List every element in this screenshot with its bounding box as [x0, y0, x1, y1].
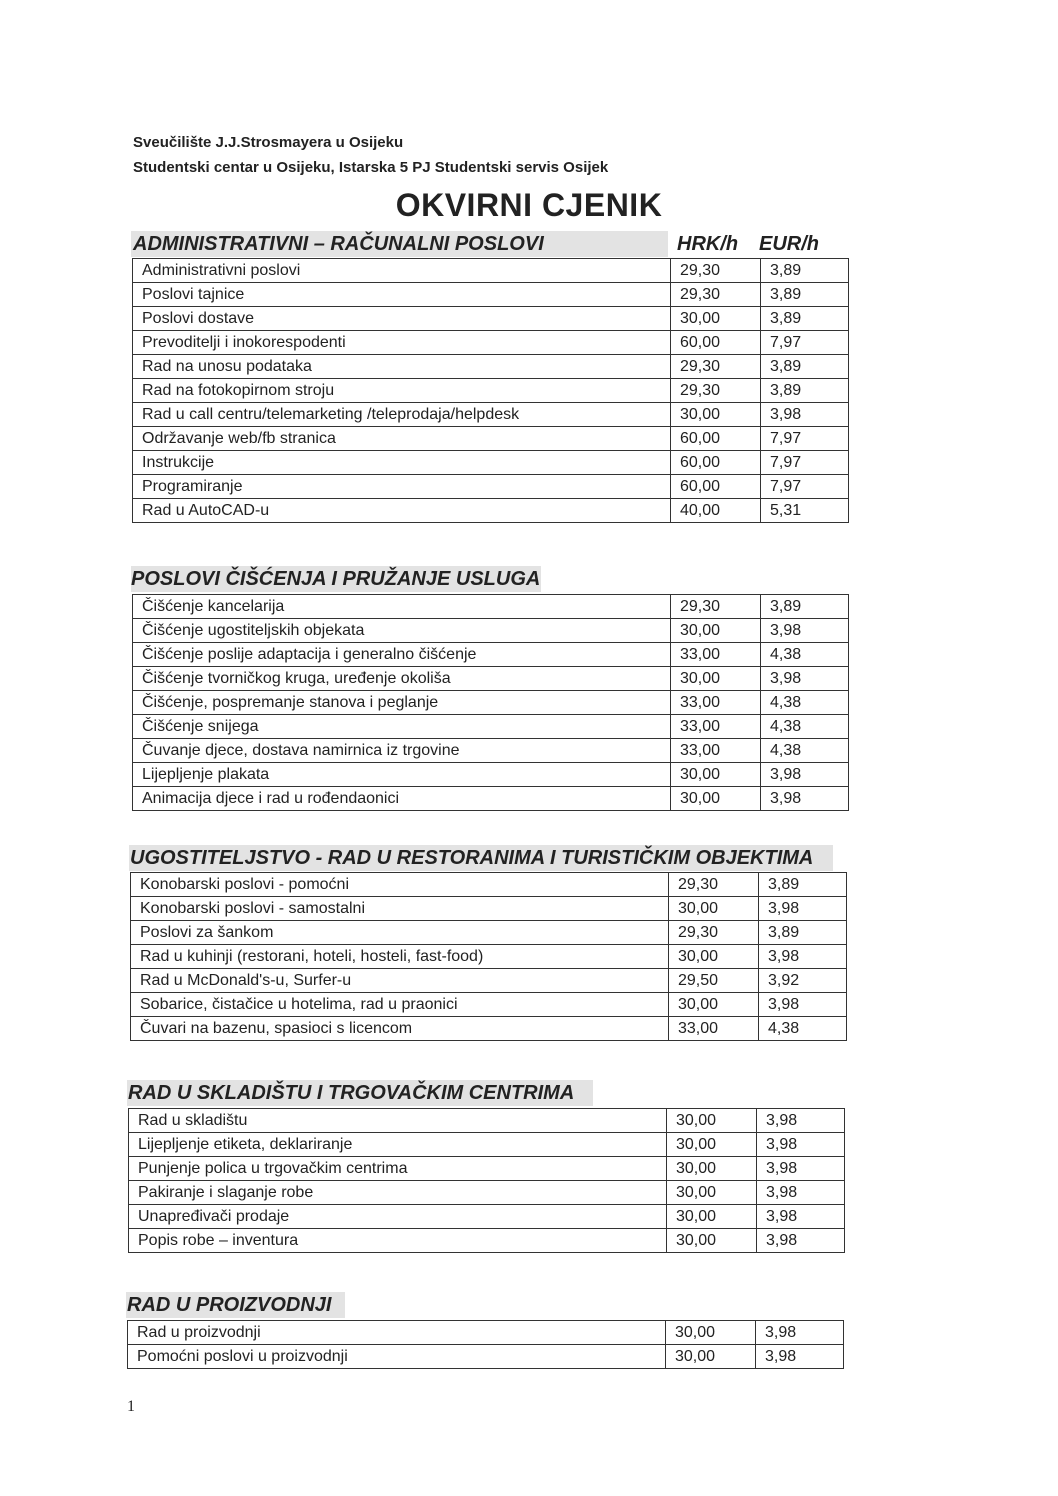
hrk-price-cell: 30,00: [667, 1133, 757, 1157]
eur-price-cell: 3,89: [761, 355, 849, 379]
document-title: OKVIRNI CJENIK: [395, 187, 663, 223]
hrk-price-cell: 30,00: [671, 787, 761, 811]
hrk-price-cell: 33,00: [671, 715, 761, 739]
price-table: [132, 258, 849, 523]
eur-price-cell: 3,98: [757, 1157, 845, 1181]
table-row: [131, 897, 847, 921]
hrk-price-cell: 30,00: [671, 619, 761, 643]
section-skladiste: [0, 1080, 1058, 1249]
eur-price-cell: 4,38: [761, 739, 849, 763]
section-proizvodnja: [0, 1292, 1058, 1365]
table-row: [133, 667, 849, 691]
hrk-column-header: HRK/h: [677, 233, 739, 255]
job-name-cell: Pomoćni poslovi u proizvodnji: [128, 1345, 666, 1369]
table-row: [133, 355, 849, 379]
table-row: [131, 873, 847, 897]
job-name-cell: Pakiranje i slaganje robe: [129, 1181, 667, 1205]
hrk-price-cell: 30,00: [667, 1229, 757, 1253]
eur-price-cell: 3,98: [757, 1109, 845, 1133]
table-row: [129, 1181, 845, 1205]
eur-price-cell: 3,98: [756, 1345, 844, 1369]
job-name-cell: Instrukcije: [133, 451, 671, 475]
table-row: [131, 993, 847, 1017]
job-name-cell: Konobarski poslovi - samostalni: [131, 897, 669, 921]
eur-price-cell: 3,89: [761, 259, 849, 283]
job-name-cell: Čišćenje tvorničkog kruga, uređenje okoliša: [133, 667, 671, 691]
hrk-price-cell: 33,00: [671, 739, 761, 763]
eur-price-cell: 3,89: [761, 379, 849, 403]
job-name-cell: Rad u kuhinji (restorani, hoteli, hosteli, fast-food): [131, 945, 669, 969]
job-name-cell: Poslovi dostave: [133, 307, 671, 331]
hrk-price-cell: 29,50: [669, 969, 759, 993]
eur-price-cell: 3,98: [761, 763, 849, 787]
table-row: [133, 595, 849, 619]
table-row: [129, 1109, 845, 1133]
table-row: [128, 1321, 844, 1345]
eur-price-cell: 3,98: [761, 619, 849, 643]
section-ugostiteljstvo: [0, 845, 1058, 1037]
eur-price-cell: 7,97: [761, 427, 849, 451]
eur-price-cell: 3,98: [759, 945, 847, 969]
eur-price-cell: 3,98: [759, 993, 847, 1017]
table-row: [133, 259, 849, 283]
table-row: [133, 451, 849, 475]
eur-column-header: EUR/h: [759, 233, 819, 255]
eur-price-cell: 3,98: [757, 1229, 845, 1253]
section-header: [0, 566, 1058, 592]
table-row: [129, 1205, 845, 1229]
job-name-cell: Rad u call centru/telemarketing /teleprodaja/helpdesk: [133, 403, 671, 427]
section-header: [0, 231, 1058, 257]
hrk-price-cell: 29,30: [671, 283, 761, 307]
eur-price-cell: 3,89: [761, 307, 849, 331]
hrk-price-cell: 30,00: [671, 667, 761, 691]
hrk-price-cell: 40,00: [671, 499, 761, 523]
job-name-cell: Rad u skladištu: [129, 1109, 667, 1133]
eur-price-cell: 3,98: [761, 667, 849, 691]
institution-line: Sveučilište J.J.Strosmayera u Osijeku: [133, 134, 404, 151]
eur-price-cell: 4,38: [759, 1017, 847, 1041]
hrk-price-cell: 60,00: [671, 451, 761, 475]
job-name-cell: Čišćenje snijega: [133, 715, 671, 739]
eur-price-cell: 7,97: [761, 475, 849, 499]
job-name-cell: Punjenje polica u trgovačkim centrima: [129, 1157, 667, 1181]
hrk-price-cell: 60,00: [671, 331, 761, 355]
table-row: [131, 969, 847, 993]
price-table: [128, 1108, 845, 1253]
hrk-price-cell: 30,00: [669, 897, 759, 921]
table-row: [133, 787, 849, 811]
table-row: [133, 403, 849, 427]
section-title: RAD U PROIZVODNJI: [127, 1294, 332, 1316]
table-row: [133, 307, 849, 331]
table-row: [128, 1345, 844, 1369]
eur-price-cell: 4,38: [761, 715, 849, 739]
section-header: [0, 1080, 1058, 1106]
eur-price-cell: 3,98: [757, 1205, 845, 1229]
eur-price-cell: 3,89: [759, 921, 847, 945]
hrk-price-cell: 30,00: [666, 1345, 756, 1369]
job-name-cell: Rad na unosu podataka: [133, 355, 671, 379]
job-name-cell: Unapređivači prodaje: [129, 1205, 667, 1229]
hrk-price-cell: 30,00: [669, 993, 759, 1017]
hrk-price-cell: 30,00: [667, 1157, 757, 1181]
hrk-price-cell: 60,00: [671, 475, 761, 499]
job-name-cell: Čišćenje poslije adaptacija i generalno čišćenje: [133, 643, 671, 667]
hrk-price-cell: 30,00: [671, 307, 761, 331]
table-row: [133, 619, 849, 643]
job-name-cell: Čuvanje djece, dostava namirnica iz trgovine: [133, 739, 671, 763]
table-row: [133, 691, 849, 715]
eur-price-cell: 3,89: [761, 595, 849, 619]
job-name-cell: Administrativni poslovi: [133, 259, 671, 283]
table-row: [133, 379, 849, 403]
table-row: [133, 283, 849, 307]
hrk-price-cell: 33,00: [669, 1017, 759, 1041]
job-name-cell: Poslovi za šankom: [131, 921, 669, 945]
hrk-price-cell: 29,30: [669, 873, 759, 897]
center-address-line: Studentski centar u Osijeku, Istarska 5 PJ Studentski servis Osijek: [133, 159, 609, 176]
hrk-price-cell: 30,00: [669, 945, 759, 969]
job-name-cell: Održavanje web/fb stranica: [133, 427, 671, 451]
table-row: [133, 715, 849, 739]
hrk-price-cell: 33,00: [671, 691, 761, 715]
job-name-cell: Lijepljenje etiketa, deklariranje: [129, 1133, 667, 1157]
table-row: [129, 1157, 845, 1181]
job-name-cell: Čišćenje ugostiteljskih objekata: [133, 619, 671, 643]
eur-price-cell: 3,92: [759, 969, 847, 993]
job-name-cell: Rad u AutoCAD-u: [133, 499, 671, 523]
eur-price-cell: 4,38: [761, 643, 849, 667]
price-table: [127, 1320, 844, 1369]
job-name-cell: Rad na fotokopirnom stroju: [133, 379, 671, 403]
table-row: [133, 475, 849, 499]
eur-price-cell: 4,38: [761, 691, 849, 715]
job-name-cell: Rad u proizvodnji: [128, 1321, 666, 1345]
eur-price-cell: 3,98: [759, 897, 847, 921]
eur-price-cell: 5,31: [761, 499, 849, 523]
job-name-cell: Prevoditelji i inokorespodenti: [133, 331, 671, 355]
section-title: ADMINISTRATIVNI – RAČUNALNI POSLOVI: [133, 233, 544, 255]
job-name-cell: Čišćenje, pospremanje stanova i peglanje: [133, 691, 671, 715]
job-name-cell: Konobarski poslovi - pomoćni: [131, 873, 669, 897]
price-table: [130, 872, 847, 1041]
eur-price-cell: 3,98: [757, 1133, 845, 1157]
section-header: [0, 845, 1058, 871]
table-row: [133, 739, 849, 763]
table-row: [133, 763, 849, 787]
eur-price-cell: 3,98: [757, 1181, 845, 1205]
table-row: [131, 945, 847, 969]
hrk-price-cell: 30,00: [667, 1109, 757, 1133]
hrk-price-cell: 30,00: [671, 763, 761, 787]
section-title: RAD U SKLADIŠTU I TRGOVAČKIM CENTRIMA: [128, 1082, 575, 1104]
job-name-cell: Animacija djece i rad u rođendaonici: [133, 787, 671, 811]
table-row: [133, 331, 849, 355]
table-row: [133, 499, 849, 523]
job-name-cell: Popis robe – inventura: [129, 1229, 667, 1253]
section-ciscenje: [0, 566, 1058, 807]
section-title: UGOSTITELJSTVO - RAD U RESTORANIMA I TURISTIČKIM OBJEKTIMA: [130, 847, 814, 869]
table-row: [133, 427, 849, 451]
job-name-cell: Programiranje: [133, 475, 671, 499]
job-name-cell: Čišćenje kancelarija: [133, 595, 671, 619]
job-name-cell: Poslovi tajnice: [133, 283, 671, 307]
hrk-price-cell: 29,30: [671, 259, 761, 283]
hrk-price-cell: 60,00: [671, 427, 761, 451]
hrk-price-cell: 30,00: [667, 1181, 757, 1205]
table-row: [133, 643, 849, 667]
section-title: POSLOVI ČIŠĆENJA I PRUŽANJE USLUGA: [131, 568, 541, 590]
job-name-cell: Sobarice, čistačice u hotelima, rad u praonici: [131, 993, 669, 1017]
hrk-price-cell: 30,00: [666, 1321, 756, 1345]
table-row: [131, 921, 847, 945]
job-name-cell: Lijepljenje plakata: [133, 763, 671, 787]
eur-price-cell: 3,98: [761, 403, 849, 427]
hrk-price-cell: 29,30: [671, 355, 761, 379]
eur-price-cell: 7,97: [761, 331, 849, 355]
eur-price-cell: 3,98: [756, 1321, 844, 1345]
hrk-price-cell: 30,00: [671, 403, 761, 427]
page-number: 1: [127, 1398, 135, 1415]
hrk-price-cell: 29,30: [671, 379, 761, 403]
table-row: [131, 1017, 847, 1041]
eur-price-cell: 3,89: [759, 873, 847, 897]
job-name-cell: Rad u McDonald's-u, Surfer-u: [131, 969, 669, 993]
eur-price-cell: 7,97: [761, 451, 849, 475]
job-name-cell: Čuvari na bazenu, spasioci s licencom: [131, 1017, 669, 1041]
hrk-price-cell: 30,00: [667, 1205, 757, 1229]
section-header: [0, 1292, 1058, 1318]
eur-price-cell: 3,89: [761, 283, 849, 307]
section-administrativni: [0, 231, 1058, 519]
hrk-price-cell: 33,00: [671, 643, 761, 667]
hrk-price-cell: 29,30: [671, 595, 761, 619]
eur-price-cell: 3,98: [761, 787, 849, 811]
price-table: [132, 594, 849, 811]
table-row: [129, 1133, 845, 1157]
table-row: [129, 1229, 845, 1253]
hrk-price-cell: 29,30: [669, 921, 759, 945]
